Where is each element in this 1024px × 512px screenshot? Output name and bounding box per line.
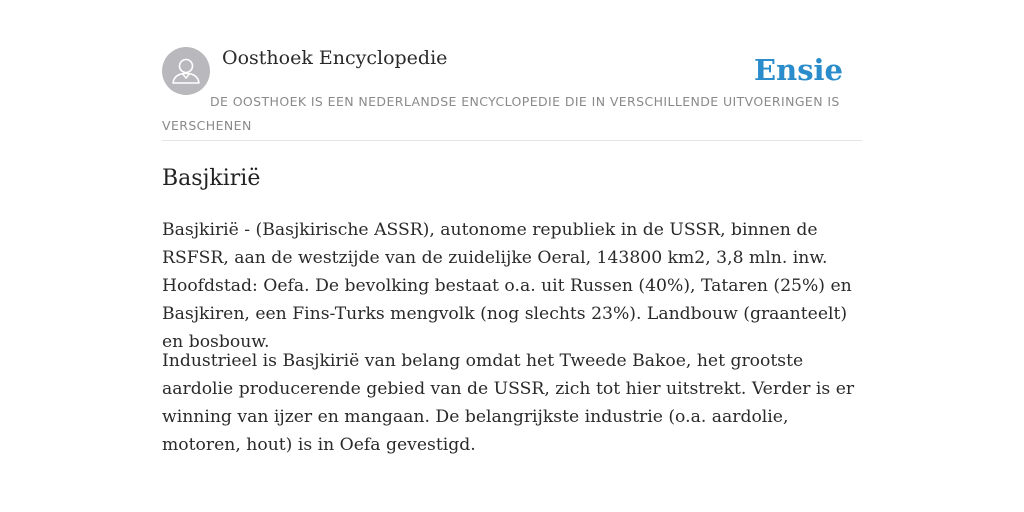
- article-paragraph: Industrieel is Basjkirië van belang omdat het Tweede Bakoe, het grootste aardolie producerende gebied van de USSR, zich tot hier uitstrekt. Verder is er winning van ijzer en mangaan. De belangrijkste industrie (o.a. aardolie, motoren, hout) is in Oefa gevestigd.: [162, 351, 855, 455]
- article-paragraph: Basjkirië - (Basjkirische ASSR), autonome republiek in de USSR, binnen de RSFSR, aan de westzijde van de zuidelijke Oeral, 143800 km2, 3,8 mln. inw. Hoofdstad: Oefa. De bevolking bestaat o.a. uit Russen (40%), Tataren (25%) en Basjkiren, een Fins-Turks mengvolk (nog slechts 23%). Landbouw (graanteelt) en bosbouw.: [162, 220, 852, 352]
- user-icon: [162, 47, 210, 95]
- site-name-link[interactable]: Oosthoek Encyclopedie: [222, 47, 448, 69]
- site-tagline: DE OOSTHOEK IS EEN NEDERLANDSE ENCYCLOPEDIE DIE IN VERSCHILLENDE UITVOERINGEN IS VERSCHENEN: [162, 94, 840, 133]
- header: [162, 46, 862, 141]
- article-title: Basjkirië: [162, 166, 261, 191]
- author-avatar[interactable]: [162, 47, 210, 95]
- brand-logo[interactable]: Ensie: [754, 53, 843, 87]
